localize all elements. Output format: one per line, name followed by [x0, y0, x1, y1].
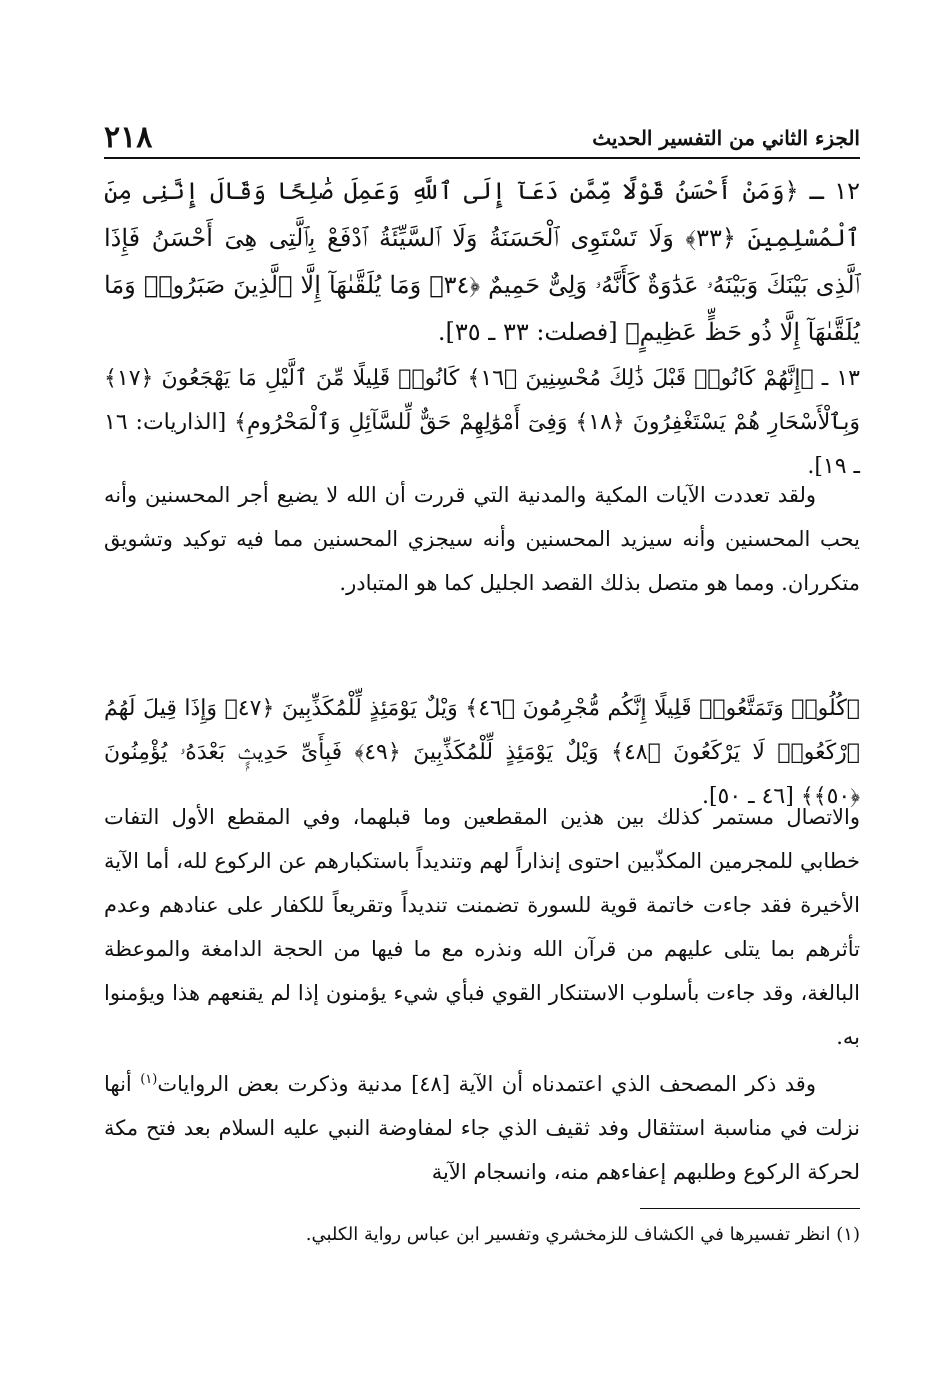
- header-rule: [104, 157, 860, 159]
- verse-13: ١٣ ـ ﴿إِنَّهُمْ كَانُوا۟ قَبْلَ ذَٰلِكَ مُحْسِنِينَ ﴿١٦﴾ كَانُوا۟ قَلِيلًا مِّنَ ٱلَّيْلِ مَا يَهْجَعُونَ ﴿١٧﴾ وَبِٱلْأَسْحَارِ هُمْ يَسْتَغْفِرُونَ ﴿١٨﴾ وَفِىٓ أَمْوَٰلِهِمْ حَقٌّ لِّلسَّآئِلِ وَٱلْمَحْرُومِ﴾ [الذاريات: ١٦ ـ ١٩].: [104, 366, 860, 479]
- running-title: الجزء الثاني من التفسير الحديث: [592, 126, 860, 150]
- page-number: ٢١٨: [104, 120, 153, 155]
- page-header: [104, 112, 860, 156]
- paragraph-1: ولقد تعددت الآيات المكية والمدنية التي قررت أن الله لا يضيع أجر المحسنين وأنه يحب المحسنين وأنه سيزيد المحسنين وأنه سيجزي المحسنين مما فيه توكيد وتشويق متكرران. ومما هو متصل بذلك القصد الجليل كما هو المتبادر.: [104, 483, 860, 595]
- verse-12: ١٢ ـ ﴿وَمَنْ أَحْسَنُ قَوْلًا مِّمَّن دَعَآ إِلَى ٱللَّهِ وَعَمِلَ صَٰلِحًا وَقَالَ إِنَّنِى مِنَ ٱلْمُسْلِمِينَ ﴿٣٣﴾ وَلَا تَسْتَوِى ٱلْحَسَنَةُ وَلَا ٱلسَّيِّئَةُ ٱدْفَعْ بِٱلَّتِى هِىَ أَحْسَنُ فَإِذَا ٱلَّذِى بَيْنَكَ وَبَيْنَهُۥ عَدَٰوَةٌ كَأَنَّهُۥ وَلِىٌّ حَمِيمٌ ﴿٣٤﴾ وَمَا يُلَقَّىٰهَآ إِلَّا ٱلَّذِينَ صَبَرُوا۟ وَمَا يُلَقَّىٰهَآ إِلَّا ذُو حَظٍّ عَظِيمٍ﴾ [فصلت: ٣٣ ـ ٣٥].: [104, 177, 860, 346]
- footnote-rule: [640, 1208, 860, 1209]
- paragraph-3-before-note: وقد ذكر المصحف الذي اعتمدناه أن الآية [٤٨] مدنية وذكرت بعض الروايات: [157, 1072, 816, 1096]
- quran-verse-block: ﴿كُلُوا۟ وَتَمَتَّعُوا۟ قَلِيلًا إِنَّكُم مُّجْرِمُونَ ﴿٤٦﴾ وَيْلٌ يَوْمَئِذٍ لِّلْمُكَذِّبِينَ ﴿٤٧﴾ وَإِذَا قِيلَ لَهُمُ ٱرْكَعُوا۟ لَا يَرْكَعُونَ ﴿٤٨﴾ وَيْلٌ يَوْمَئِذٍ لِّلْمُكَذِّبِينَ ﴿٤٩﴾ فَبِأَىِّ حَدِيثٍۭ بَعْدَهُۥ يُؤْمِنُونَ ﴿٥٠﴾﴾ [٤٦ ـ ٥٠].: [104, 696, 861, 809]
- book-page: [104, 0, 860, 1382]
- paragraph-3-after-note: أنها نزلت في مناسبة استثقال وفد ثقيف الذي جاء لمفاوضة النبي عليه السلام بعد فتح مكة لحركة الركوع وطلبهم إعفاءهم منه، وانسجام الآية: [104, 1072, 860, 1184]
- footnote-reference: (١): [140, 1072, 158, 1087]
- paragraph-3: [104, 1062, 860, 1194]
- footnote: (١) انظر تفسيرها في الكشاف للزمخشري وتفسير ابن عباس رواية الكلبي.: [305, 1224, 860, 1245]
- paragraph-2: والاتصال مستمر كذلك بين هذين المقطعين وما قبلهما، وفي المقطع الأول التفات خطابي للمجرمين المكذّبين احتوى إنذاراً لهم وتنديداً باستكبارهم عن الركوع لله، أما الآية الأخيرة فقد جاءت خاتمة قوية للسورة تضمنت تنديداً وتقريعاً للكفار على عنادهم وعدم تأثرهم بما يتلى عليهم من قرآن الله ونذره مع ما فيها من الحجة الدامغة والموعظة البالغة، وقد جاءت بأسلوب الاستنكار القوي فبأي شيء يؤمنون إذا لم يقنعهم هذا ويؤمنوا به.: [104, 805, 860, 1049]
